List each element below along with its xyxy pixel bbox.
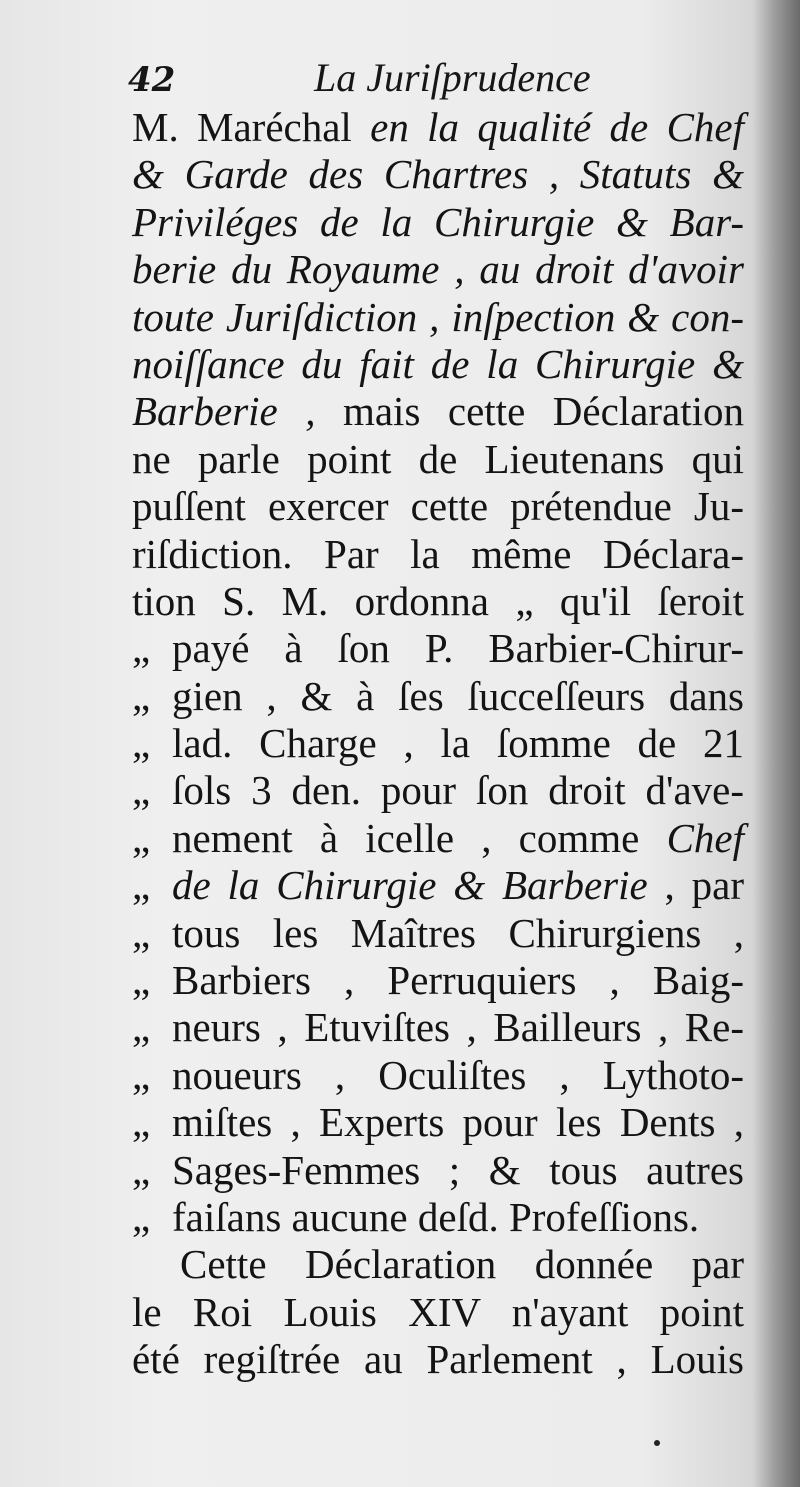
text-line: [132, 720, 744, 767]
roman-text: miſtes , Experts pour les Dents ,: [172, 1099, 744, 1146]
text-line: [132, 1004, 744, 1051]
roman-text: tous les Maîtres Chirurgiens ,: [172, 909, 744, 956]
italic-text: Barberie ,: [132, 388, 343, 435]
text-line: [132, 388, 744, 435]
roman-text: faiſans aucune deſd. Profeſſions.: [172, 1193, 700, 1240]
body-text: [132, 104, 744, 1384]
running-head: La Juriſprudence: [314, 55, 591, 100]
text-line: [132, 246, 744, 293]
roman-text: gien , & à ſes ſucceſſeurs dans: [172, 672, 744, 719]
quote-mark: „: [132, 1193, 151, 1240]
text-line: [132, 1289, 744, 1336]
page-header: [128, 54, 748, 100]
text-line: [132, 815, 744, 862]
roman-text: ne parle point de Lieutenans qui: [132, 435, 744, 482]
italic-text: noiſſance du fait de la Chirurgie &: [132, 340, 744, 387]
quote-mark: „: [132, 1051, 151, 1098]
roman-text: payé à ſon P. Barbier-Chirur-: [172, 625, 744, 672]
text-line: [132, 1336, 744, 1383]
text-line: [132, 1147, 744, 1194]
text-line: [132, 341, 744, 388]
quote-mark: „: [132, 814, 151, 861]
roman-text: nement à icelle , comme: [172, 814, 667, 861]
quote-mark: „: [132, 1146, 151, 1193]
text-line: [132, 483, 744, 530]
roman-text: lad. Charge , la ſomme de 21: [172, 720, 744, 767]
italic-text: berie du Royaume , au droit d'avoir: [132, 246, 744, 293]
text-line: [132, 673, 744, 720]
italic-text: en la qualité de Chef: [370, 104, 745, 150]
text-line: [132, 199, 744, 246]
roman-text: Cette Déclaration donnée par: [180, 1241, 744, 1288]
text-line: [132, 531, 744, 578]
text-line: [132, 957, 744, 1004]
italic-text: de la Chirurgie & Barberie: [172, 862, 648, 909]
quote-mark: „: [132, 720, 151, 767]
quote-mark: „: [132, 1004, 151, 1051]
italic-text: & Garde des Chartres , Statuts &: [132, 151, 744, 198]
italic-text: toute Juriſdiction , inſpection & con-: [132, 293, 744, 340]
roman-text: noueurs , Oculiſtes , Lythoto-: [172, 1051, 744, 1098]
roman-text: neurs , Etuviſtes , Bailleurs , Re-: [172, 1004, 744, 1051]
text-line: [132, 104, 744, 151]
quote-mark: „: [132, 862, 151, 909]
quote-mark: „: [132, 767, 151, 814]
page-number: 42: [128, 60, 176, 100]
text-line: [132, 910, 744, 957]
text-line: [132, 151, 744, 198]
quote-mark: „: [132, 672, 151, 719]
text-line: [132, 436, 744, 483]
quote-mark: „: [132, 957, 151, 1004]
text-line: [132, 1241, 744, 1288]
quote-mark: „: [132, 1099, 151, 1146]
roman-text: Barbiers , Perruquiers , Baig-: [172, 957, 744, 1004]
roman-text: tion S. M. ordonna „ qu'il ſeroit: [132, 577, 744, 624]
text-line: [132, 625, 744, 672]
italic-text: Priviléges de la Chirurgie & Bar-: [132, 198, 744, 245]
ink-speck: [654, 1440, 660, 1446]
text-line: [132, 862, 744, 909]
roman-text: M. Maréchal: [132, 104, 371, 150]
quote-mark: „: [132, 625, 151, 672]
text-line: [132, 1099, 744, 1146]
roman-text: mais cette Déclaration: [342, 388, 744, 435]
text-line: [132, 1194, 744, 1241]
text-line: [132, 767, 744, 814]
text-line: [132, 1052, 744, 1099]
italic-text: Chef: [666, 814, 744, 861]
quote-mark: „: [132, 909, 151, 956]
roman-text: , par: [647, 862, 744, 909]
roman-text: ſols 3 den. pour ſon droit d'ave-: [172, 767, 744, 814]
roman-text: été regiſtrée au Parlement , Louis: [132, 1336, 744, 1383]
text-line: [132, 578, 744, 625]
roman-text: puſſent exercer cette prétendue Ju-: [132, 483, 744, 530]
text-line: [132, 294, 744, 341]
roman-text: le Roi Louis XIV n'ayant point: [132, 1288, 744, 1335]
roman-text: Sages-Femmes ; & tous autres: [172, 1146, 744, 1193]
roman-text: riſdiction. Par la même Déclara-: [132, 530, 744, 577]
